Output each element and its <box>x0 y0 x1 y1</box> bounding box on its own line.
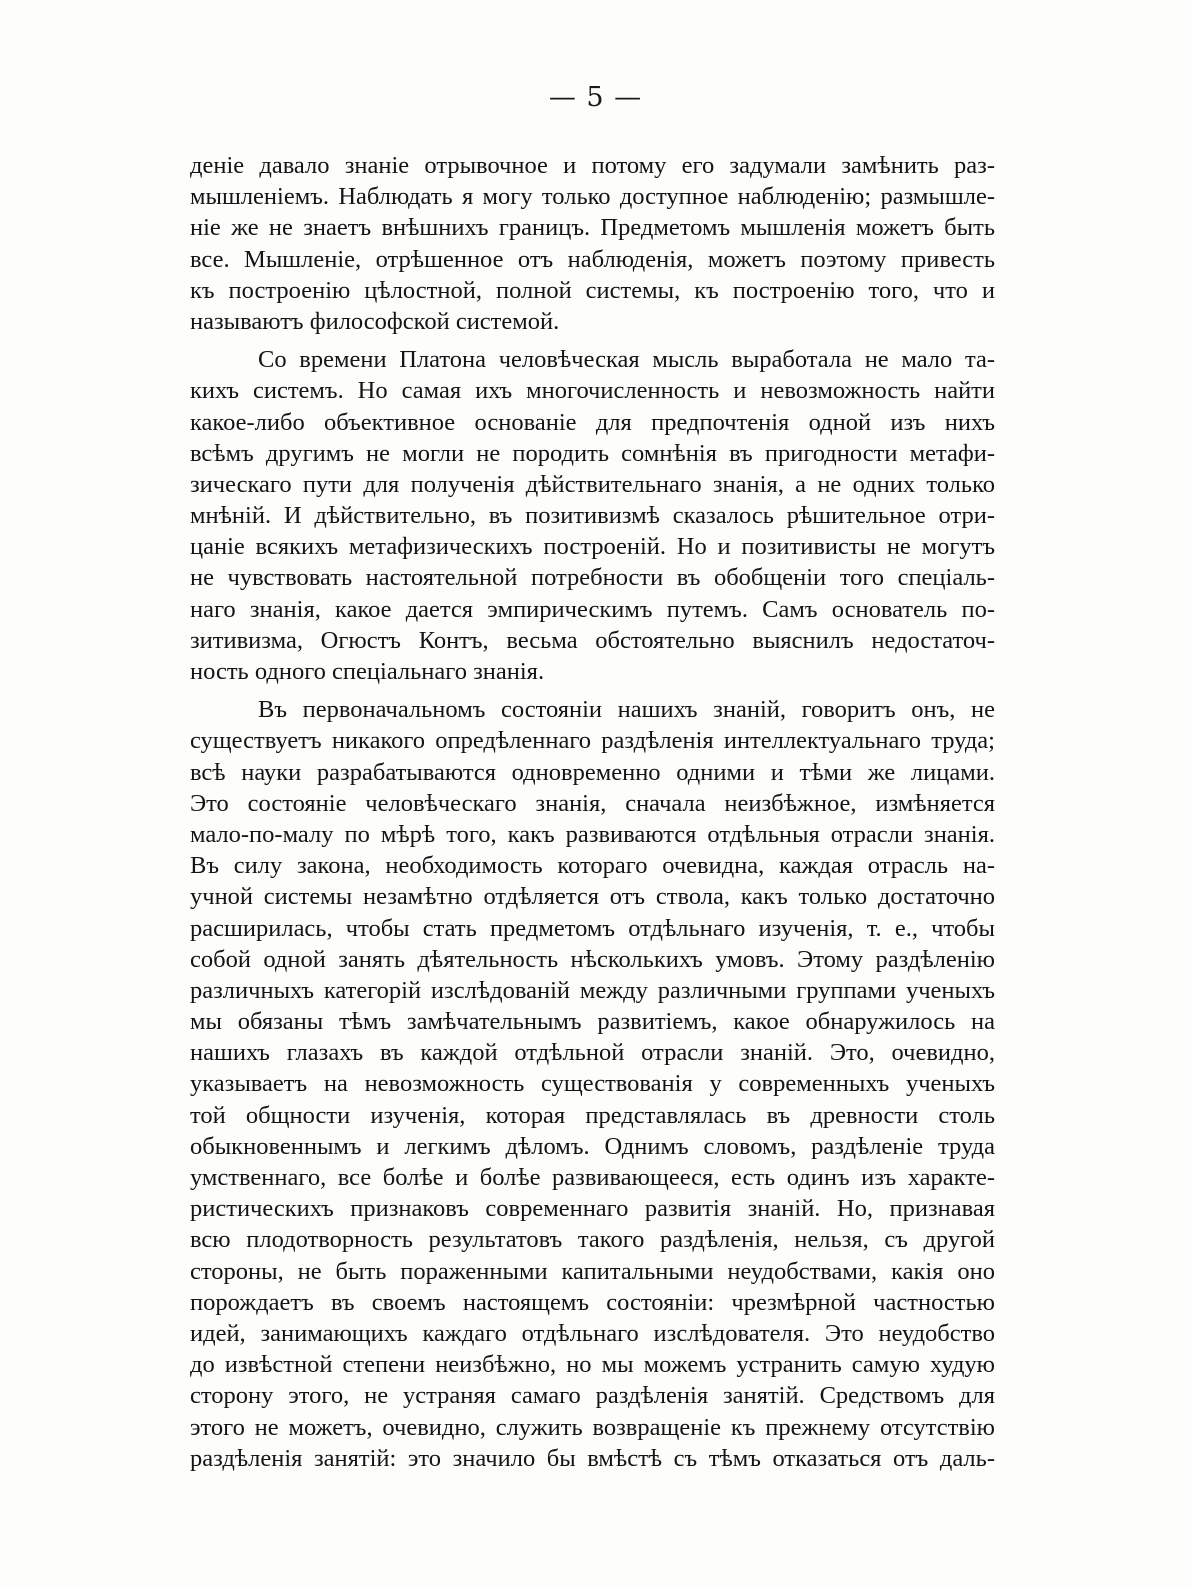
text-line: указываетъ на невозможность существованія у современныхъ ученыхъ <box>190 1070 995 1098</box>
text-line: Это состояніе человѣческаго знанія, сначала неизбѣжное, измѣняется <box>190 789 995 817</box>
text-line: ристическихъ признаковъ современнаго развитія знаній. Но, признавая <box>190 1195 995 1223</box>
paragraph <box>190 150 995 337</box>
text-line: мало-по-малу по мѣрѣ того, какъ развиваются отдѣльныя отрасли знанія. <box>190 820 995 848</box>
paragraph <box>190 344 995 687</box>
text-line: сторону этого, не устраняя самаго раздѣленія занятій. Средствомъ для <box>190 1382 995 1410</box>
text-line: этого не можетъ, очевидно, служить возвращеніе къ прежнему отсутствію <box>190 1413 995 1441</box>
text-line: кихъ системъ. Но самая ихъ многочисленность и невозможность найти <box>190 377 995 405</box>
text-line: стороны, не быть пораженными капитальными неудобствами, какія оно <box>190 1257 995 1285</box>
text-line: расширилась, чтобы стать предметомъ отдѣльнаго изученія, т. е., чтобы <box>190 914 995 942</box>
text-line: раздѣленія занятій: это значило бы вмѣстѣ съ тѣмъ отказаться отъ даль- <box>190 1444 995 1472</box>
text-line: зитивизма, Огюстъ Контъ, весьма обстоятельно выяснилъ недостаточ- <box>190 626 995 654</box>
text-line: ніе же не знаетъ внѣшнихъ границъ. Предметомъ мышленія можетъ быть <box>190 214 995 242</box>
page-number: — 5 — <box>548 82 643 113</box>
text-line: ность одного спеціальнаго знанія. <box>190 658 545 685</box>
text-line: до извѣстной степени неизбѣжно, но мы можемъ устранить самую худую <box>190 1351 995 1379</box>
text-line: не чувствовать настоятельной потребности въ обобщеніи того спеціаль- <box>190 564 995 592</box>
text-line: мышленіемъ. Наблюдать я могу только доступное наблюденію; размышле- <box>190 183 995 211</box>
text-line: той общности изученія, которая представлялась въ древности столь <box>190 1101 995 1129</box>
text-line: наго знанія, какое дается эмпирическимъ путемъ. Самъ основатель по- <box>190 595 995 623</box>
text-line: учной системы незамѣтно отдѣляется отъ ствола, какъ только достаточно <box>190 883 995 911</box>
paragraph-gap <box>190 337 995 344</box>
text-line: различныхъ категорій изслѣдованій между различными группами ученыхъ <box>190 976 995 1004</box>
text-line: существуетъ никакого опредѣленнаго раздѣленія интеллектуальнаго труда; <box>190 727 995 755</box>
text-line: цаніе всякихъ метафизическихъ построеній. Но и позитивисты не могутъ <box>190 533 995 561</box>
text-line: къ построенію цѣлостной, полной системы, къ построенію того, что и <box>190 276 995 304</box>
text-line: умственнаго, все болѣе и болѣе развивающееся, есть одинъ изъ характе- <box>190 1164 995 1191</box>
text-line: мнѣній. И дѣйствительно, въ позитивизмѣ сказалось рѣшительное отри- <box>190 502 995 530</box>
text-line: идей, занимающихъ каждаго отдѣльнаго изслѣдователя. Это неудобство <box>190 1319 995 1347</box>
text-line: обыкновеннымъ и легкимъ дѣломъ. Однимъ словомъ, раздѣленіе труда <box>190 1132 995 1160</box>
body-text <box>190 150 995 1474</box>
text-line: какое-либо объективное основаніе для предпочтенія одной изъ нихъ <box>190 408 995 436</box>
text-line: зическаго пути для полученія дѣйствительнаго знанія, а не одних только <box>190 470 995 498</box>
text-line: называютъ философской системой. <box>190 307 560 335</box>
text-line: порождаетъ въ своемъ настоящемъ состояніи: чрезмѣрной частностью <box>190 1288 995 1316</box>
paragraph-gap <box>190 687 995 694</box>
text-line: всѣ науки разрабатываются одновременно одними и тѣми же лицами. <box>190 758 995 786</box>
text-line: нашихъ глазахъ въ каждой отдѣльной отрасли знаній. Это, очевидно, <box>190 1039 995 1067</box>
text-line: мы обязаны тѣмъ замѣчательнымъ развитіемъ, какое обнаружилось на <box>190 1008 995 1036</box>
text-line: все. Мышленіе, отрѣшенное отъ наблюденія, можетъ поэтому привесть <box>190 245 995 273</box>
paragraph <box>190 694 995 1474</box>
text-line: деніе давало знаніе отрывочное и потому его задумали замѣнить раз- <box>190 152 995 179</box>
text-line: Въ первоначальномъ состояніи нашихъ знаній, говоритъ онъ, не <box>258 696 995 724</box>
text-line: Въ силу закона, необходимость котораго очевидна, каждая отрасль на- <box>190 852 995 880</box>
text-line: всю плодотворность результатовъ такого раздѣленія, нельзя, съ другой <box>190 1226 995 1254</box>
text-line: всѣмъ другимъ не могли не породить сомнѣнія въ пригодности метафи- <box>190 439 995 467</box>
text-line: собой одной занять дѣятельность нѣсколькихъ умовъ. Этому раздѣленію <box>190 945 995 973</box>
text-line: Со времени Платона человѣческая мысль выработала не мало та- <box>258 346 995 374</box>
